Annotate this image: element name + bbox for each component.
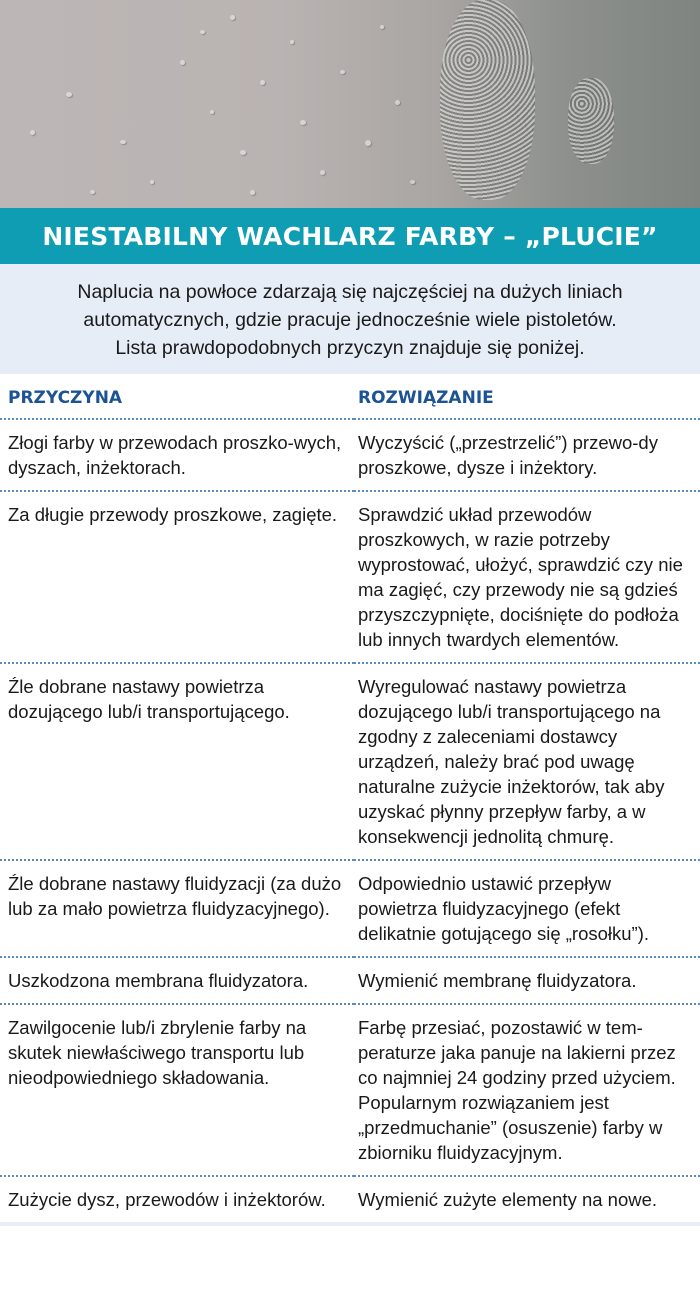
paint-defect-photo (0, 0, 700, 208)
page-title: NIESTABILNY WACHLARZ FARBY – „PLUCIE” (42, 221, 658, 251)
table-row (0, 860, 700, 957)
cause-cell: Za długie przewody proszkowe, zagięte. (8, 504, 338, 525)
table-row (0, 1004, 700, 1176)
cause-cell: Złogi farby w przewodach proszko-wych, dyszach, inżektorach. (8, 432, 342, 478)
cause-cell: Źle dobrane nastawy powietrza dozującego lub/i transportującego. (8, 676, 290, 722)
solution-cell: Wymienić zużyte elementy na nowe. (358, 1189, 658, 1210)
intro-line: Naplucia na powłoce zdarzają się najczęściej na dużych liniach (77, 281, 623, 303)
solution-cell: Farbę przesiać, pozostawić w tem-peraturze jaka panuje na lakierni przez co najmniej 24 godziny przed użyciem. Popularnym rozwiązaniem jest „przedmuchanie” (osuszenie) farby w zbiorniku fluidyzacyjnym. (358, 1017, 676, 1163)
intro-line: automatycznych, gdzie pracuje jednocześnie wiele pistoletów. (83, 309, 617, 331)
table-header-row (0, 374, 700, 419)
cause-cell: Zużycie dysz, przewodów i inżektorów. (8, 1189, 326, 1210)
header-solution: ROZWIĄZANIE (358, 388, 494, 408)
intro-line: Lista prawdopodobnych przyczyn znajduje się poniżej. (115, 337, 585, 359)
intro-box (0, 264, 700, 374)
table-row (0, 419, 700, 491)
title-banner (0, 208, 700, 264)
solution-cell: Sprawdzić układ przewodów proszkowych, w razie potrzeby wyprostować, ułożyć, sprawdzić czy nie ma zagięć, czy przewody nie są gdzieś przyszczypnięte, dociśnięte do podłoża lub innych twardych elementów. (358, 504, 683, 650)
solution-cell: Wyregulować nastawy powietrza dozującego lub/i transportującego na zgodny z zaleceniami dostawcy urządzeń, należy brać pod uwagę naturalne zużycie inżektorów, tak aby uzyskać płynny przepływ farby, a w konsekwencji jednolitą chmurę. (358, 676, 665, 847)
table-row (0, 1176, 700, 1224)
cause-cell: Uszkodzona membrana fluidyzatora. (8, 970, 309, 991)
cause-cell: Źle dobrane nastawy fluidyzacji (za dużo lub za mało powietrza fluidyzacyjnego). (8, 873, 342, 919)
table-row (0, 663, 700, 860)
header-cause: PRZYCZYNA (8, 388, 123, 408)
solution-cell: Wyczyścić („przestrzelić”) przewo-dy proszkowe, dysze i inżektory. (358, 432, 658, 478)
cause-solution-table (0, 374, 700, 1226)
solution-cell: Wymienić membranę fluidyzatora. (358, 970, 637, 991)
table-row (0, 957, 700, 1004)
cause-cell: Zawilgocenie lub/i zbrylenie farby na skutek niewłaściwego transportu lub nieodpowiedniego składowania. (8, 1017, 307, 1088)
table-row (0, 491, 700, 663)
solution-cell: Odpowiednio ustawić przepływ powietrza fluidyzacyjnego (efekt delikatnie gotującego się „rosołku”). (358, 873, 650, 944)
